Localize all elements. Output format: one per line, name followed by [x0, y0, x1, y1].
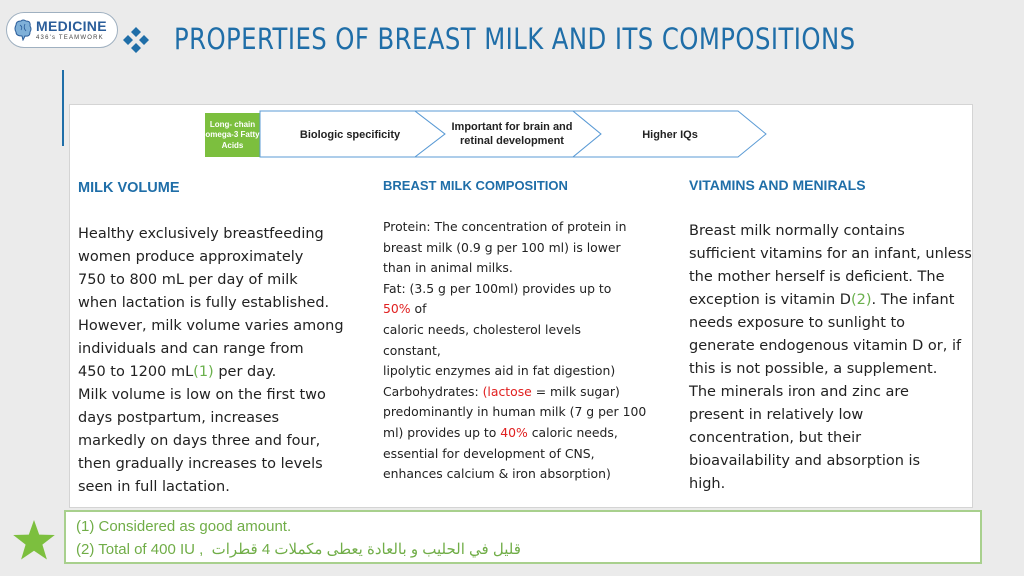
- text-line: present in relatively low: [689, 407, 864, 423]
- text-line: Healthy exclusively breastfeeding: [78, 226, 324, 242]
- text-line: [383, 299, 683, 320]
- content-panel: [69, 104, 973, 508]
- footnote-2-arabic: قليل في الحليب و بالعادة يعطى مكملات 4 قطرات: [211, 541, 521, 558]
- logo-tagline: 436's TEAMWORK: [36, 35, 104, 41]
- reference-1: (1): [193, 364, 214, 380]
- brain-logo-icon: [13, 19, 33, 41]
- text-line: 750 to 800 mL per day of milk: [78, 272, 298, 288]
- text-line: days postpartum, increases: [78, 410, 280, 426]
- highlight-40-percent: 40%: [500, 424, 528, 440]
- vitamins-heading: VITAMINS AND MENIRALS: [689, 177, 866, 193]
- footnote-2-text: (2) Total of 400 IU ,: [76, 541, 204, 558]
- text-line: the mother herself is deficient. The: [689, 269, 945, 285]
- text-line: concentration, but their: [689, 430, 862, 446]
- reference-2: (2): [850, 292, 872, 308]
- flow-step-omega3-line: Acids: [221, 140, 244, 150]
- text-line: breast milk (0.9 g per 100 ml) is lower: [383, 239, 621, 255]
- milk-volume-text: [78, 223, 358, 499]
- text-line: The minerals iron and zinc are: [689, 384, 909, 400]
- text-line: caloric needs, cholesterol levels: [383, 321, 581, 337]
- composition-heading: BREAST MILK COMPOSITION: [383, 178, 568, 193]
- text-line: generate endogenous vitamin D or, if: [689, 338, 962, 354]
- text-line: than in animal milks.: [383, 260, 513, 276]
- text-segment: . The infant: [871, 292, 955, 308]
- text-line: [383, 382, 683, 403]
- logo-name: MEDICINE: [36, 18, 107, 34]
- text-line: predominantly in human milk (7 g per 100: [383, 404, 647, 420]
- flow-step-higher-iqs: Higher IQs: [642, 129, 698, 141]
- text-line: this is not possible, a supplement.: [689, 361, 938, 377]
- flow-step-brain-retinal-line: Important for brain and: [451, 121, 573, 133]
- footnotes-box: [64, 510, 982, 564]
- text-line: [689, 289, 981, 312]
- diamond-bullet-icon: [122, 26, 150, 54]
- text-line: Protein: The concentration of protein in: [383, 219, 627, 234]
- text-line: seen in full lactation.: [78, 479, 230, 495]
- text-line: women produce approximately: [78, 249, 304, 265]
- text-line: Breast milk normally contains: [689, 223, 905, 239]
- footnote-1: (1) Considered as good amount.: [76, 518, 292, 535]
- composition-text: [383, 217, 683, 485]
- text-line: Milk volume is low on the first two: [78, 387, 326, 403]
- flow-step-omega3-line: Long- chain: [209, 120, 256, 129]
- text-line: sufficient vitamins for an infant, unless: [689, 246, 972, 262]
- text-line: lipolytic enzymes aid in fat digestion): [383, 363, 616, 379]
- footnote-2: [76, 540, 521, 558]
- text-line: [383, 423, 683, 444]
- text-line: constant,: [383, 342, 441, 358]
- text-segment: exception is vitamin D: [689, 292, 851, 308]
- text-segment: caloric needs,: [527, 424, 618, 440]
- flow-step-brain-retinal-line: retinal development: [460, 135, 564, 148]
- accent-line: [62, 70, 64, 146]
- text-line: needs exposure to sunlight to: [689, 315, 906, 331]
- text-segment: Carbohydrates:: [383, 383, 483, 399]
- star-icon: [12, 519, 56, 561]
- text-segment: = milk sugar): [531, 383, 620, 399]
- text-line: individuals and can range from: [78, 341, 304, 357]
- text-segment: per day.: [213, 364, 277, 380]
- highlight-50-percent: 50%: [383, 301, 411, 317]
- text-line: However, milk volume varies among: [78, 318, 344, 334]
- highlight-lactose: (lactose: [482, 383, 532, 399]
- flow-step-brain-retinal: [438, 120, 586, 149]
- text-line: enhances calcium & iron absorption): [383, 466, 611, 482]
- flow-step-omega3: [205, 120, 260, 151]
- text-line: markedly on days three and four,: [78, 433, 321, 449]
- text-segment: 450 to 1200 mL: [78, 364, 194, 380]
- flow-step-omega3-line: omega-3 Fatty: [205, 130, 260, 140]
- text-line: bioavailability and absorption is: [689, 453, 921, 469]
- text-line: high.: [689, 476, 726, 492]
- vitamins-text: [689, 220, 981, 496]
- page-title: PROPERTIES OF BREAST MILK AND ITS COMPOSITIONS: [174, 22, 856, 56]
- medicine-logo: [6, 12, 118, 48]
- milk-volume-heading: MILK VOLUME: [78, 180, 180, 196]
- text-segment: ml) provides up to: [383, 424, 501, 440]
- text-line: Fat: (3.5 g per 100ml) provides up to: [383, 280, 612, 296]
- text-line: [78, 361, 358, 384]
- text-line: essential for development of CNS,: [383, 445, 595, 461]
- text-line: then gradually increases to levels: [78, 456, 323, 472]
- flow-step-biologic-specificity: Biologic specificity: [299, 129, 401, 141]
- text-segment: of: [410, 301, 427, 317]
- text-line: when lactation is fully established.: [78, 295, 330, 311]
